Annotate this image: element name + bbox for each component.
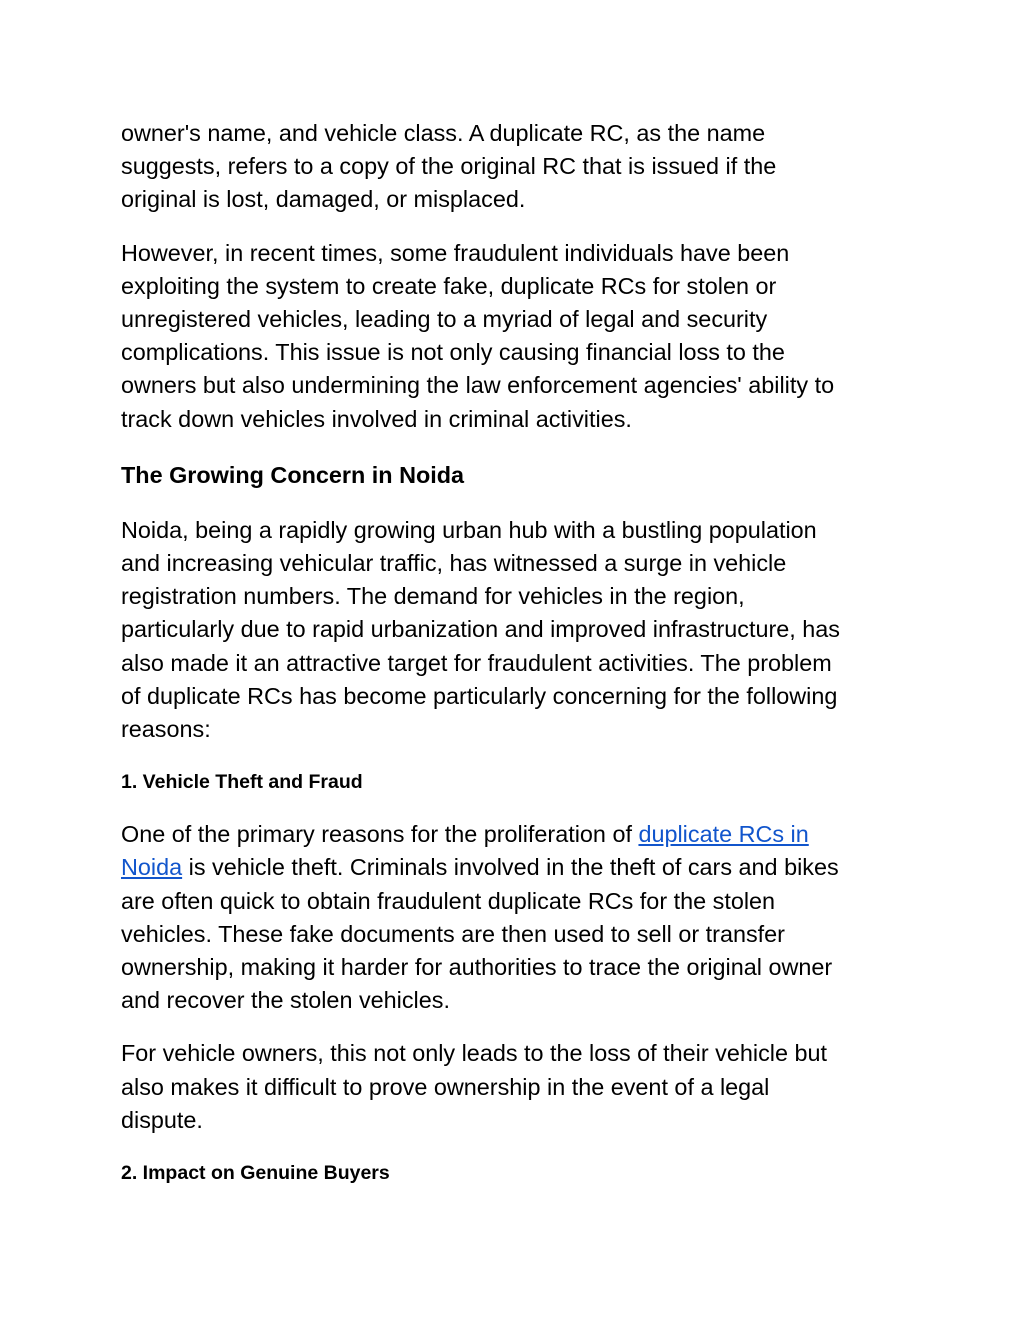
link-text-line1: duplicate RCs in [638,821,809,848]
link-text-line2: Noida [121,854,183,881]
subheading-vehicle-theft: 1. Vehicle Theft and Fraud [121,771,363,794]
document-page [121,117,901,1209]
subheading-genuine-buyers: 2. Impact on Genuine Buyers [121,1162,390,1185]
paragraph-vehicle-theft [121,818,901,1017]
paragraph-text: is vehicle theft. Criminals involved in the theft of cars and bikes are often quick to obtain fraudulent duplicate RCs for the stolen vehicles. These fake documents are then used to sell or transfer ownership, making it harder for authorities to trace the original owner and recover the stolen vehicles. [121,854,839,1014]
paragraph-fraud-overview: However, in recent times, some fraudulent individuals have been exploiting the system to create fake, duplicate RCs for stolen or unregistered vehicles, leading to a myriad of legal and security complications. This issue is not only causing financial loss to the owners but also undermining the law enforcement agencies' ability to track down vehicles involved in criminal activities. [121,239,835,432]
paragraph-owner-impact: For vehicle owners, this not only leads to the loss of their vehicle but also makes it difficult to prove ownership in the event of a legal dispute. [121,1040,827,1133]
heading-growing-concern: The Growing Concern in Noida [121,461,465,488]
paragraph-rc-definition: owner's name, and vehicle class. A duplicate RC, as the name suggests, refers to a copy of the original RC that is issued if the original is lost, damaged, or misplaced. [121,120,777,213]
paragraph-noida-context: Noida, being a rapidly growing urban hub with a bustling population and increasing vehicular traffic, has witnessed a surge in vehicle registration numbers. The demand for vehicles in the region, particularly due to rapid urbanization and improved infrastructure, has also made it an attractive target for fraudulent activities. The problem of duplicate RCs has become particularly concerning for the following reasons: [121,516,840,743]
paragraph-text: One of the primary reasons for the proliferation of [121,821,639,848]
